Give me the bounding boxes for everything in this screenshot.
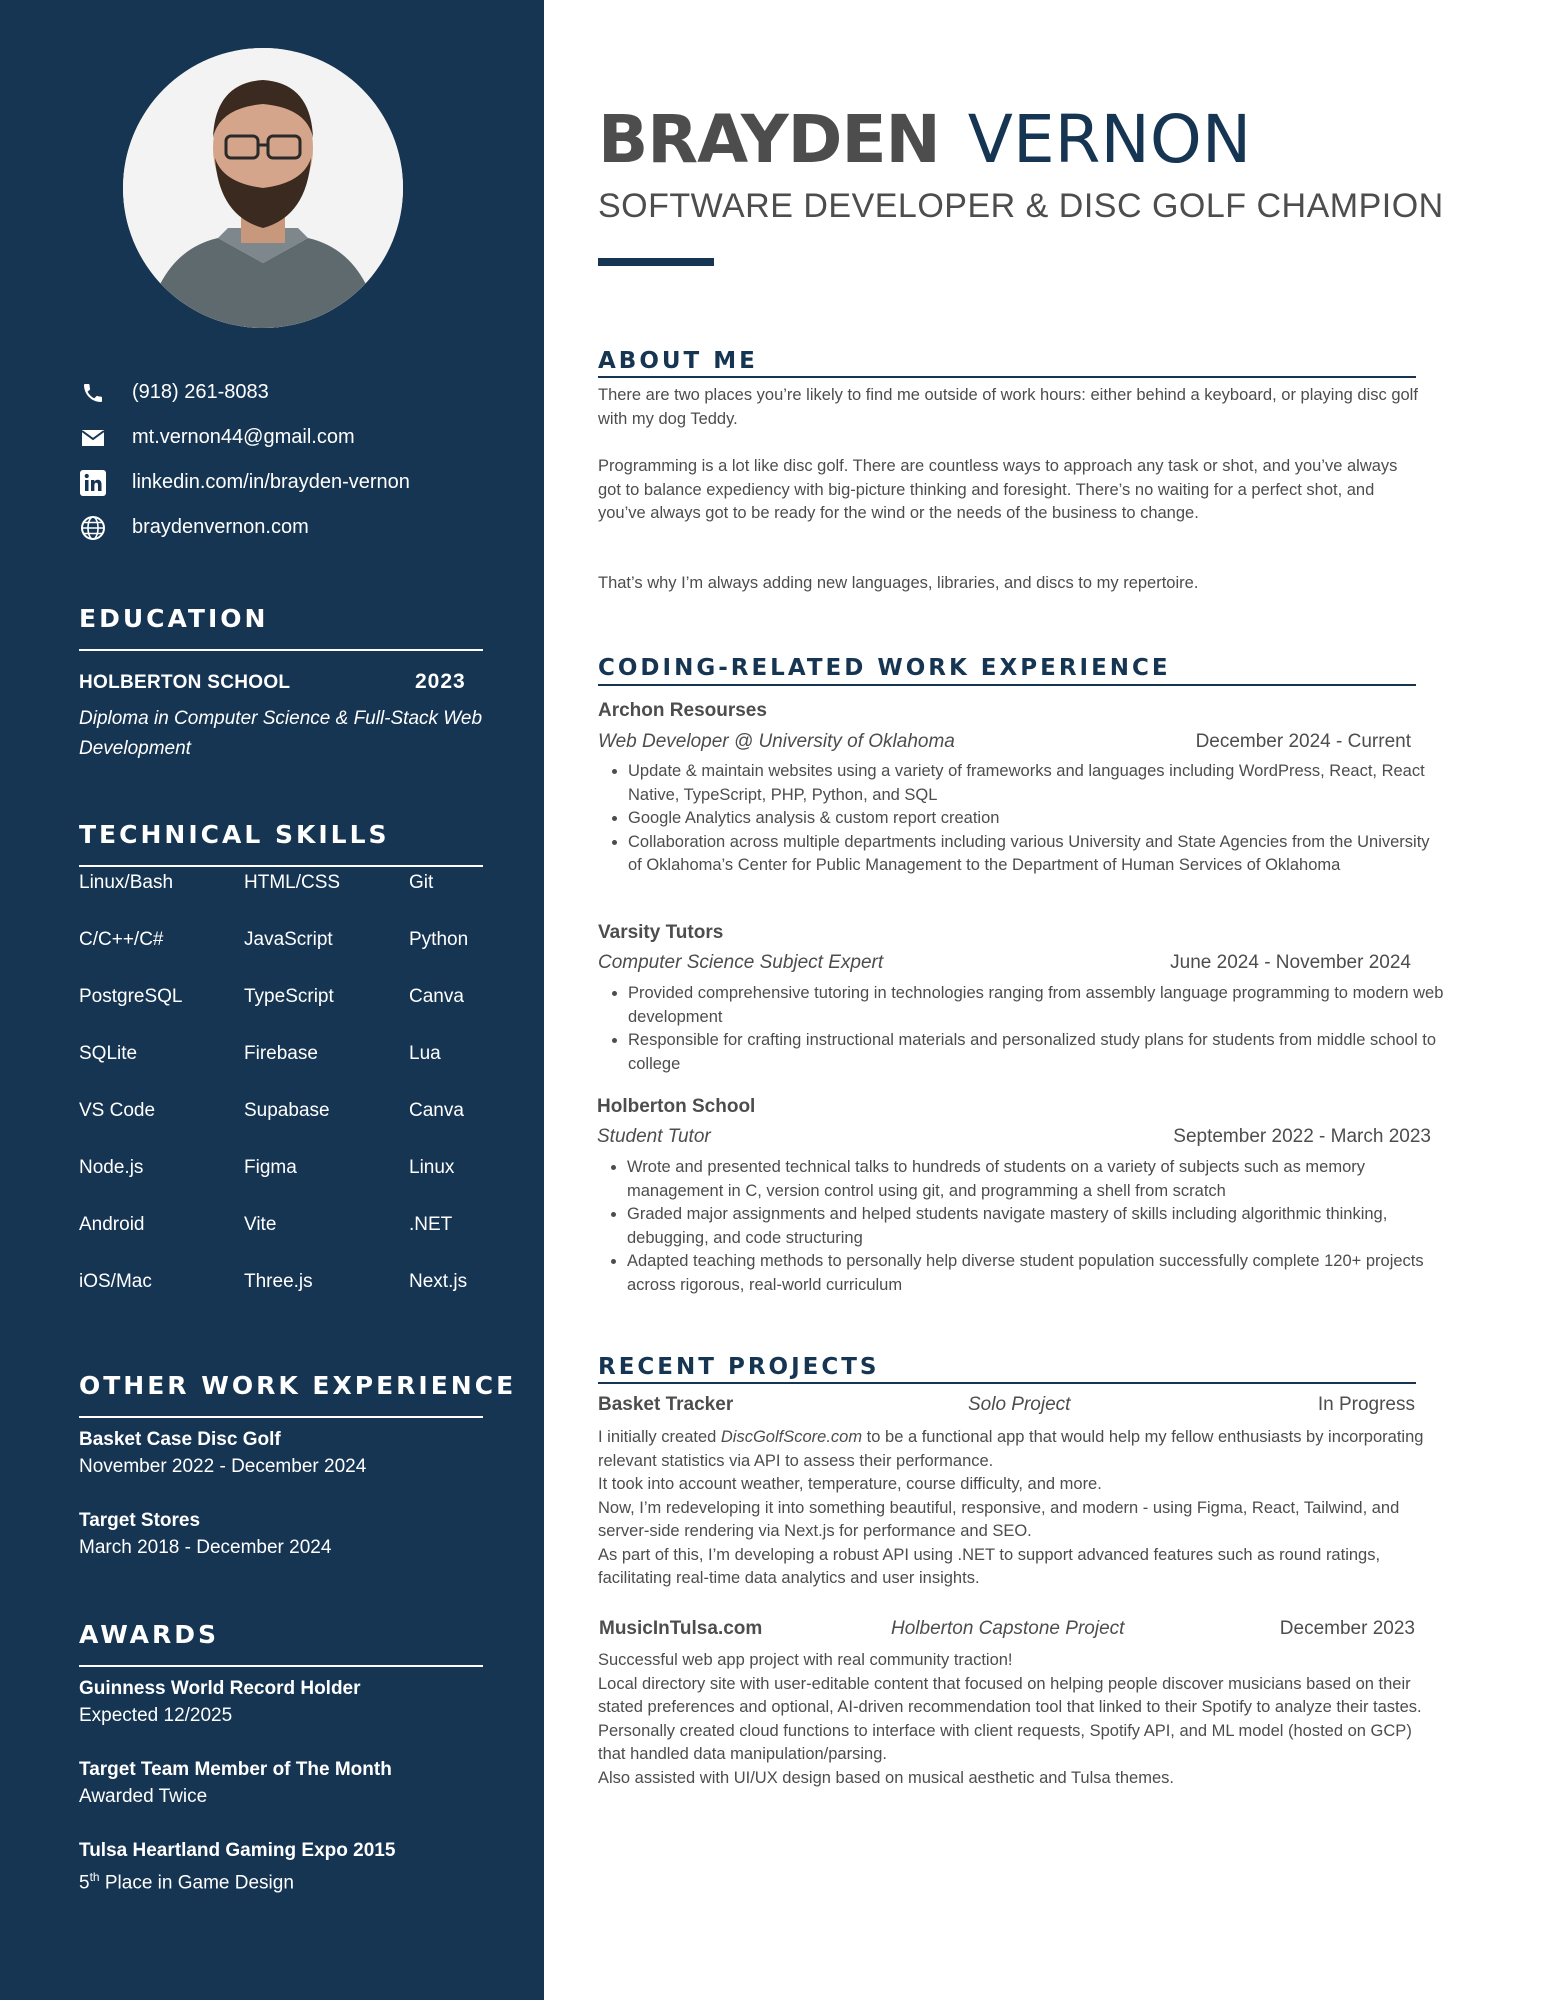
projects-heading: RECENT PROJECTS: [598, 1354, 880, 1380]
other-work-title: Target Stores: [79, 1510, 201, 1531]
other-work-item: [79, 1426, 366, 1480]
project-type: Solo Project: [968, 1394, 1071, 1415]
job-company: Holberton School: [597, 1096, 756, 1117]
job-bullets: [598, 760, 1443, 878]
job-bullet: • Wrote and presented technical talks to hundreds of students on a variety of subjects such as memory management in C, version control using git, and programming a shell from scratch: [627, 1156, 1449, 1203]
about-heading: ABOUT ME: [598, 348, 758, 374]
education-year: 2023: [415, 670, 466, 693]
project-status: December 2023: [1279, 1618, 1415, 1639]
awards-divider: [79, 1665, 483, 1667]
project-line: As part of this, I’m developing a robust API using .NET to support advanced features such as round ratings, facilitating real-time data analytics and user insights.: [598, 1545, 1381, 1587]
job-company: Varsity Tutors: [598, 922, 724, 943]
skill-item: JavaScript: [244, 929, 333, 950]
skill-item: Git: [409, 872, 434, 893]
profile-photo: [123, 48, 403, 328]
job-dates: September 2022 - March 2023: [1173, 1126, 1431, 1147]
project-line: Personally created cloud functions to interface with client requests, Spotify API, and ML model (hosted on GCP) that handled data manipulation/parsing.: [598, 1721, 1412, 1763]
job-bullets: [598, 982, 1450, 1076]
skill-item: HTML/CSS: [244, 872, 341, 893]
project-name: MusicInTulsa.com: [599, 1618, 763, 1639]
other-work-divider: [79, 1416, 483, 1418]
award-place-number: 5: [79, 1872, 90, 1894]
project-description: [598, 1426, 1428, 1591]
skill-item: TypeScript: [244, 986, 334, 1007]
job-bullet: • Provided comprehensive tutoring in technologies ranging from assembly language programming to modern web development: [628, 982, 1450, 1029]
skill-item: SQLite: [79, 1043, 138, 1064]
project-name: Basket Tracker: [598, 1394, 734, 1415]
award-place-text: Place in Game Design: [99, 1872, 294, 1894]
job-bullet: • Graded major assignments and helped students navigate mastery of skills including algorithmic thinking, debugging, and code structuring: [627, 1203, 1449, 1250]
about-divider: [598, 376, 1416, 378]
job-dates: December 2024 - Current: [1195, 731, 1411, 752]
project-status: In Progress: [1317, 1394, 1415, 1415]
other-work-dates: March 2018 - December 2024: [79, 1537, 332, 1558]
award-item: [79, 1756, 392, 1810]
award-title: Target Team Member of The Month: [79, 1759, 392, 1780]
skill-item: Android: [79, 1214, 145, 1235]
job-bullet: • Responsible for crafting instructional materials and personalized study plans for students from middle school to college: [628, 1029, 1450, 1076]
project-line: Also assisted with UI/UX design based on musical aesthetic and Tulsa themes.: [598, 1768, 1174, 1787]
project-type: Holberton Capstone Project: [891, 1618, 1125, 1639]
other-work-dates: November 2022 - December 2024: [79, 1456, 367, 1477]
coding-experience-heading: CODING-RELATED WORK EXPERIENCE: [598, 655, 1171, 681]
skill-item: Python: [409, 929, 469, 950]
education-divider: [79, 649, 483, 651]
full-name: [598, 100, 1251, 180]
skill-item: PostgreSQL: [79, 986, 183, 1007]
job-bullet: • Google Analytics analysis & custom report creation: [628, 807, 1443, 831]
email-address[interactable]: mt.vernon44@gmail.com: [132, 426, 355, 448]
education-heading: EDUCATION: [79, 604, 269, 633]
award-title: Tulsa Heartland Gaming Expo 2015: [79, 1840, 396, 1861]
skill-item: Firebase: [244, 1043, 318, 1064]
job-bullet: • Collaboration across multiple departments including various University and State Agencies from the University of Oklahoma’s Center for Public Management to the Department of Human Services of Oklahoma: [628, 831, 1443, 878]
education-school: HOLBERTON SCHOOL: [79, 672, 291, 693]
coding-experience-divider: [598, 684, 1416, 686]
skill-item: VS Code: [79, 1100, 156, 1121]
skill-item: Supabase: [244, 1100, 330, 1121]
contact-phone: [80, 370, 520, 415]
project-link[interactable]: DiscGolfScore.com: [720, 1428, 863, 1446]
skill-item: Figma: [244, 1157, 297, 1178]
linkedin-url[interactable]: linkedin.com/in/brayden-vernon: [132, 471, 410, 493]
contact-email: [80, 415, 520, 460]
other-work-title: Basket Case Disc Golf: [79, 1429, 281, 1450]
job-role: Student Tutor: [597, 1126, 711, 1147]
skill-item: Vite: [244, 1214, 277, 1235]
award-item: [79, 1837, 395, 1896]
job-title: SOFTWARE DEVELOPER & DISC GOLF CHAMPION: [598, 187, 1444, 225]
skill-item: Next.js: [409, 1271, 468, 1292]
accent-bar: [598, 258, 714, 266]
skill-item: iOS/Mac: [79, 1271, 152, 1292]
award-detail: Expected 12/2025: [79, 1705, 233, 1726]
skill-item: Lua: [409, 1043, 441, 1064]
award-place-suffix: th: [89, 1870, 100, 1884]
skill-item: Node.js: [79, 1157, 144, 1178]
job-dates: June 2024 - November 2024: [1170, 952, 1411, 973]
job-bullet: • Adapted teaching methods to personally help diverse student population successfully complete 120+ projects across rigorous, real-world curriculum: [627, 1250, 1449, 1297]
last-name: VERNON: [967, 101, 1252, 178]
skill-item: Linux: [409, 1157, 455, 1178]
website-url[interactable]: braydenvernon.com: [132, 516, 309, 538]
linkedin-icon: [80, 470, 106, 496]
skills-heading: TECHNICAL SKILLS: [79, 820, 390, 849]
other-work-heading: OTHER WORK EXPERIENCE: [79, 1371, 517, 1400]
about-paragraph: There are two places you’re likely to find me outside of work hours: either behind a keyboard, or playing disc golf with my dog Teddy.: [598, 386, 1418, 428]
project-description: [598, 1649, 1428, 1790]
contact-website: [80, 505, 520, 550]
about-paragraph: Programming is a lot like disc golf. There are countless ways to approach any task or shot, and you’ve always got to balance expediency with big-picture thinking and foresight. There’s no waiting for a perfect shot, and you’ve always got to be ready for the wind or the needs of the business to change.: [598, 457, 1398, 522]
project-line: Now, I’m redeveloping it into something beautiful, responsive, and modern - using Figma, React, Tailwind, and server-side rendering via Next.js for performance and SEO.: [598, 1498, 1400, 1540]
mail-icon: [80, 425, 106, 451]
sidebar: [0, 0, 544, 2000]
awards-heading: AWARDS: [79, 1620, 220, 1649]
other-work-item: [79, 1507, 331, 1561]
skill-item: Canva: [409, 1100, 464, 1121]
job-bullet: • Update & maintain websites using a variety of frameworks and languages including WordPress, React, React Native, TypeScript, PHP, Python, and SQL: [628, 760, 1443, 807]
project-line: Local directory site with user-editable content that focused on helping people discover musicians based on their stated preferences and optional, AI-driven recommendation tool that linked to their Spotify to analyze their tastes.: [598, 1674, 1422, 1716]
award-item: [79, 1675, 361, 1729]
project-line: It took into account weather, temperature, course difficulty, and more.: [598, 1475, 1102, 1493]
project-intro-text: to be a functional app that would help my fellow enthusiasts by incorporating relevant statistics via API to assess their performance.: [598, 1428, 1424, 1470]
job-role: Web Developer @ University of Oklahoma: [598, 731, 955, 752]
first-name: BRAYDEN: [598, 101, 940, 178]
skill-item: Linux/Bash: [79, 872, 174, 893]
skill-item: C/C++/C#: [79, 929, 164, 950]
about-paragraph: That’s why I’m always adding new languages, libraries, and discs to my repertoire.: [598, 574, 1199, 592]
job-role: Computer Science Subject Expert: [598, 952, 884, 973]
phone-number[interactable]: (918) 261-8083: [132, 381, 269, 403]
phone-icon: [80, 380, 106, 406]
skills-grid: [79, 872, 519, 1328]
skill-item: Canva: [409, 986, 464, 1007]
contact-linkedin: [80, 460, 520, 505]
award-detail: [79, 1864, 395, 1896]
globe-icon: [80, 515, 106, 541]
project-intro: [598, 1426, 1428, 1473]
skill-item: .NET: [409, 1214, 453, 1235]
job-bullets: [597, 1156, 1449, 1297]
award-detail: Awarded Twice: [79, 1786, 208, 1807]
projects-divider: [598, 1382, 1416, 1384]
person-portrait-icon: [123, 48, 403, 328]
award-title: Guinness World Record Holder: [79, 1678, 361, 1699]
job-company: Archon Resourses: [598, 700, 767, 721]
project-line: Successful web app project with real community traction!: [598, 1651, 1013, 1669]
skills-divider: [79, 865, 483, 867]
contact-list: [80, 370, 520, 550]
project-intro-text: I initially created: [598, 1428, 721, 1446]
skill-item: Three.js: [244, 1271, 313, 1292]
education-diploma: Diploma in Computer Science & Full-Stack Web Development: [79, 708, 483, 759]
